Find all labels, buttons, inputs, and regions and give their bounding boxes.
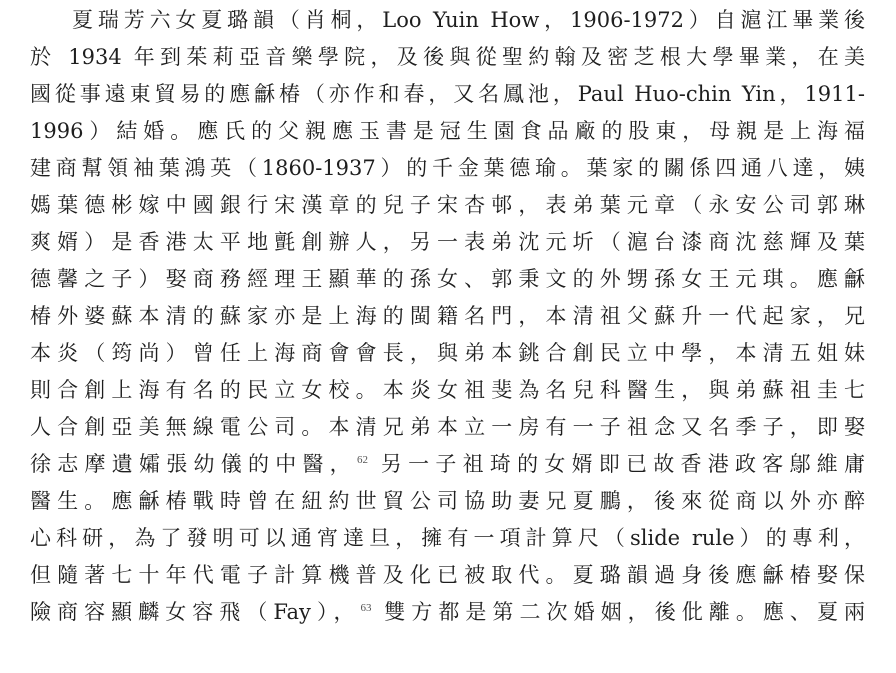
text-line-9: 椿外婆蘇本清的蘇家亦是上海的閩籍名門，本清祖父蘇升一代起家，兄 xyxy=(30,304,865,328)
text-line-5: 建商幫領袖葉鴻英（1860-1937）的千金葉德瑜。葉家的關係四通八達，姨 xyxy=(30,156,865,180)
text-line-6: 媽葉德彬嫁中國銀行宋漢章的兒子宋杏邨，表弟葉元章（永安公司郭琳 xyxy=(30,193,865,217)
text-line-17 xyxy=(30,594,865,630)
footnote-marker-62[interactable]: 62 xyxy=(356,454,368,466)
text-line-11: 則合創上海有名的民立女校。本炎女祖斐為名兒科醫生，與弟蘇祖圭七 xyxy=(30,378,865,402)
text-line-12: 人合創亞美無線電公司。本清兄弟本立一房有一子祖念又名季子，即娶 xyxy=(30,415,865,439)
text-line-15: 心科研，為了發明可以通宵達旦，擁有一項計算尺（slide rule）的專利， xyxy=(30,526,865,550)
footnote-marker-63[interactable]: 63 xyxy=(360,602,372,614)
text-line-8: 德馨之子）娶商務經理王顯華的孫女、郭秉文的外甥孫女王元琪。應龢 xyxy=(30,267,865,291)
text-line-13 xyxy=(30,446,865,482)
text-line-16: 但隨著七十年代電子計算機普及化已被取代。夏璐韻過身後應龢椿娶保 xyxy=(30,563,865,587)
text-line-13-prefix: 徐志摩遺孀張幼儀的中醫， xyxy=(30,452,357,476)
text-line-3: 國從事遠東貿易的應龢椿（亦作和春，又名鳳池，Paul Huo-chin Yin，1911- xyxy=(30,82,865,106)
text-line-13-suffix: 另一子祖琦的女婿即已故香港政客鄔維庸 xyxy=(380,452,865,476)
text-line-1: 夏瑞芳六女夏璐韻（肖桐，Loo Yuin How，1906-1972）自滬江畢業後 xyxy=(72,8,865,32)
text-line-4: 1996）結婚。應氏的父親應玉書是冠生園食品廠的股東，母親是上海福 xyxy=(30,119,865,143)
text-line-17-suffix: 雙方都是第二次婚姻，後仳離。應、夏兩 xyxy=(384,600,865,624)
text-line-17-prefix: 險商容顯麟女容飛（Fay）， xyxy=(30,600,361,624)
text-line-7: 爽婿）是香港太平地氈創辦人，另一表弟沈元圻（滬台漆商沈慈輝及葉 xyxy=(30,230,865,254)
text-line-10: 本炎（筠尚）曾任上海商會會長，與弟本銚合創民立中學，本清五姐妹 xyxy=(30,341,865,365)
text-line-2: 於 1934 年到茱莉亞音樂學院，及後與從聖約翰及密芝根大學畢業，在美 xyxy=(30,45,865,69)
text-line-14: 醫生。應龢椿戰時曾在紐約世貿公司協助妻兄夏鵬，後來從商以外亦醉 xyxy=(30,489,865,513)
